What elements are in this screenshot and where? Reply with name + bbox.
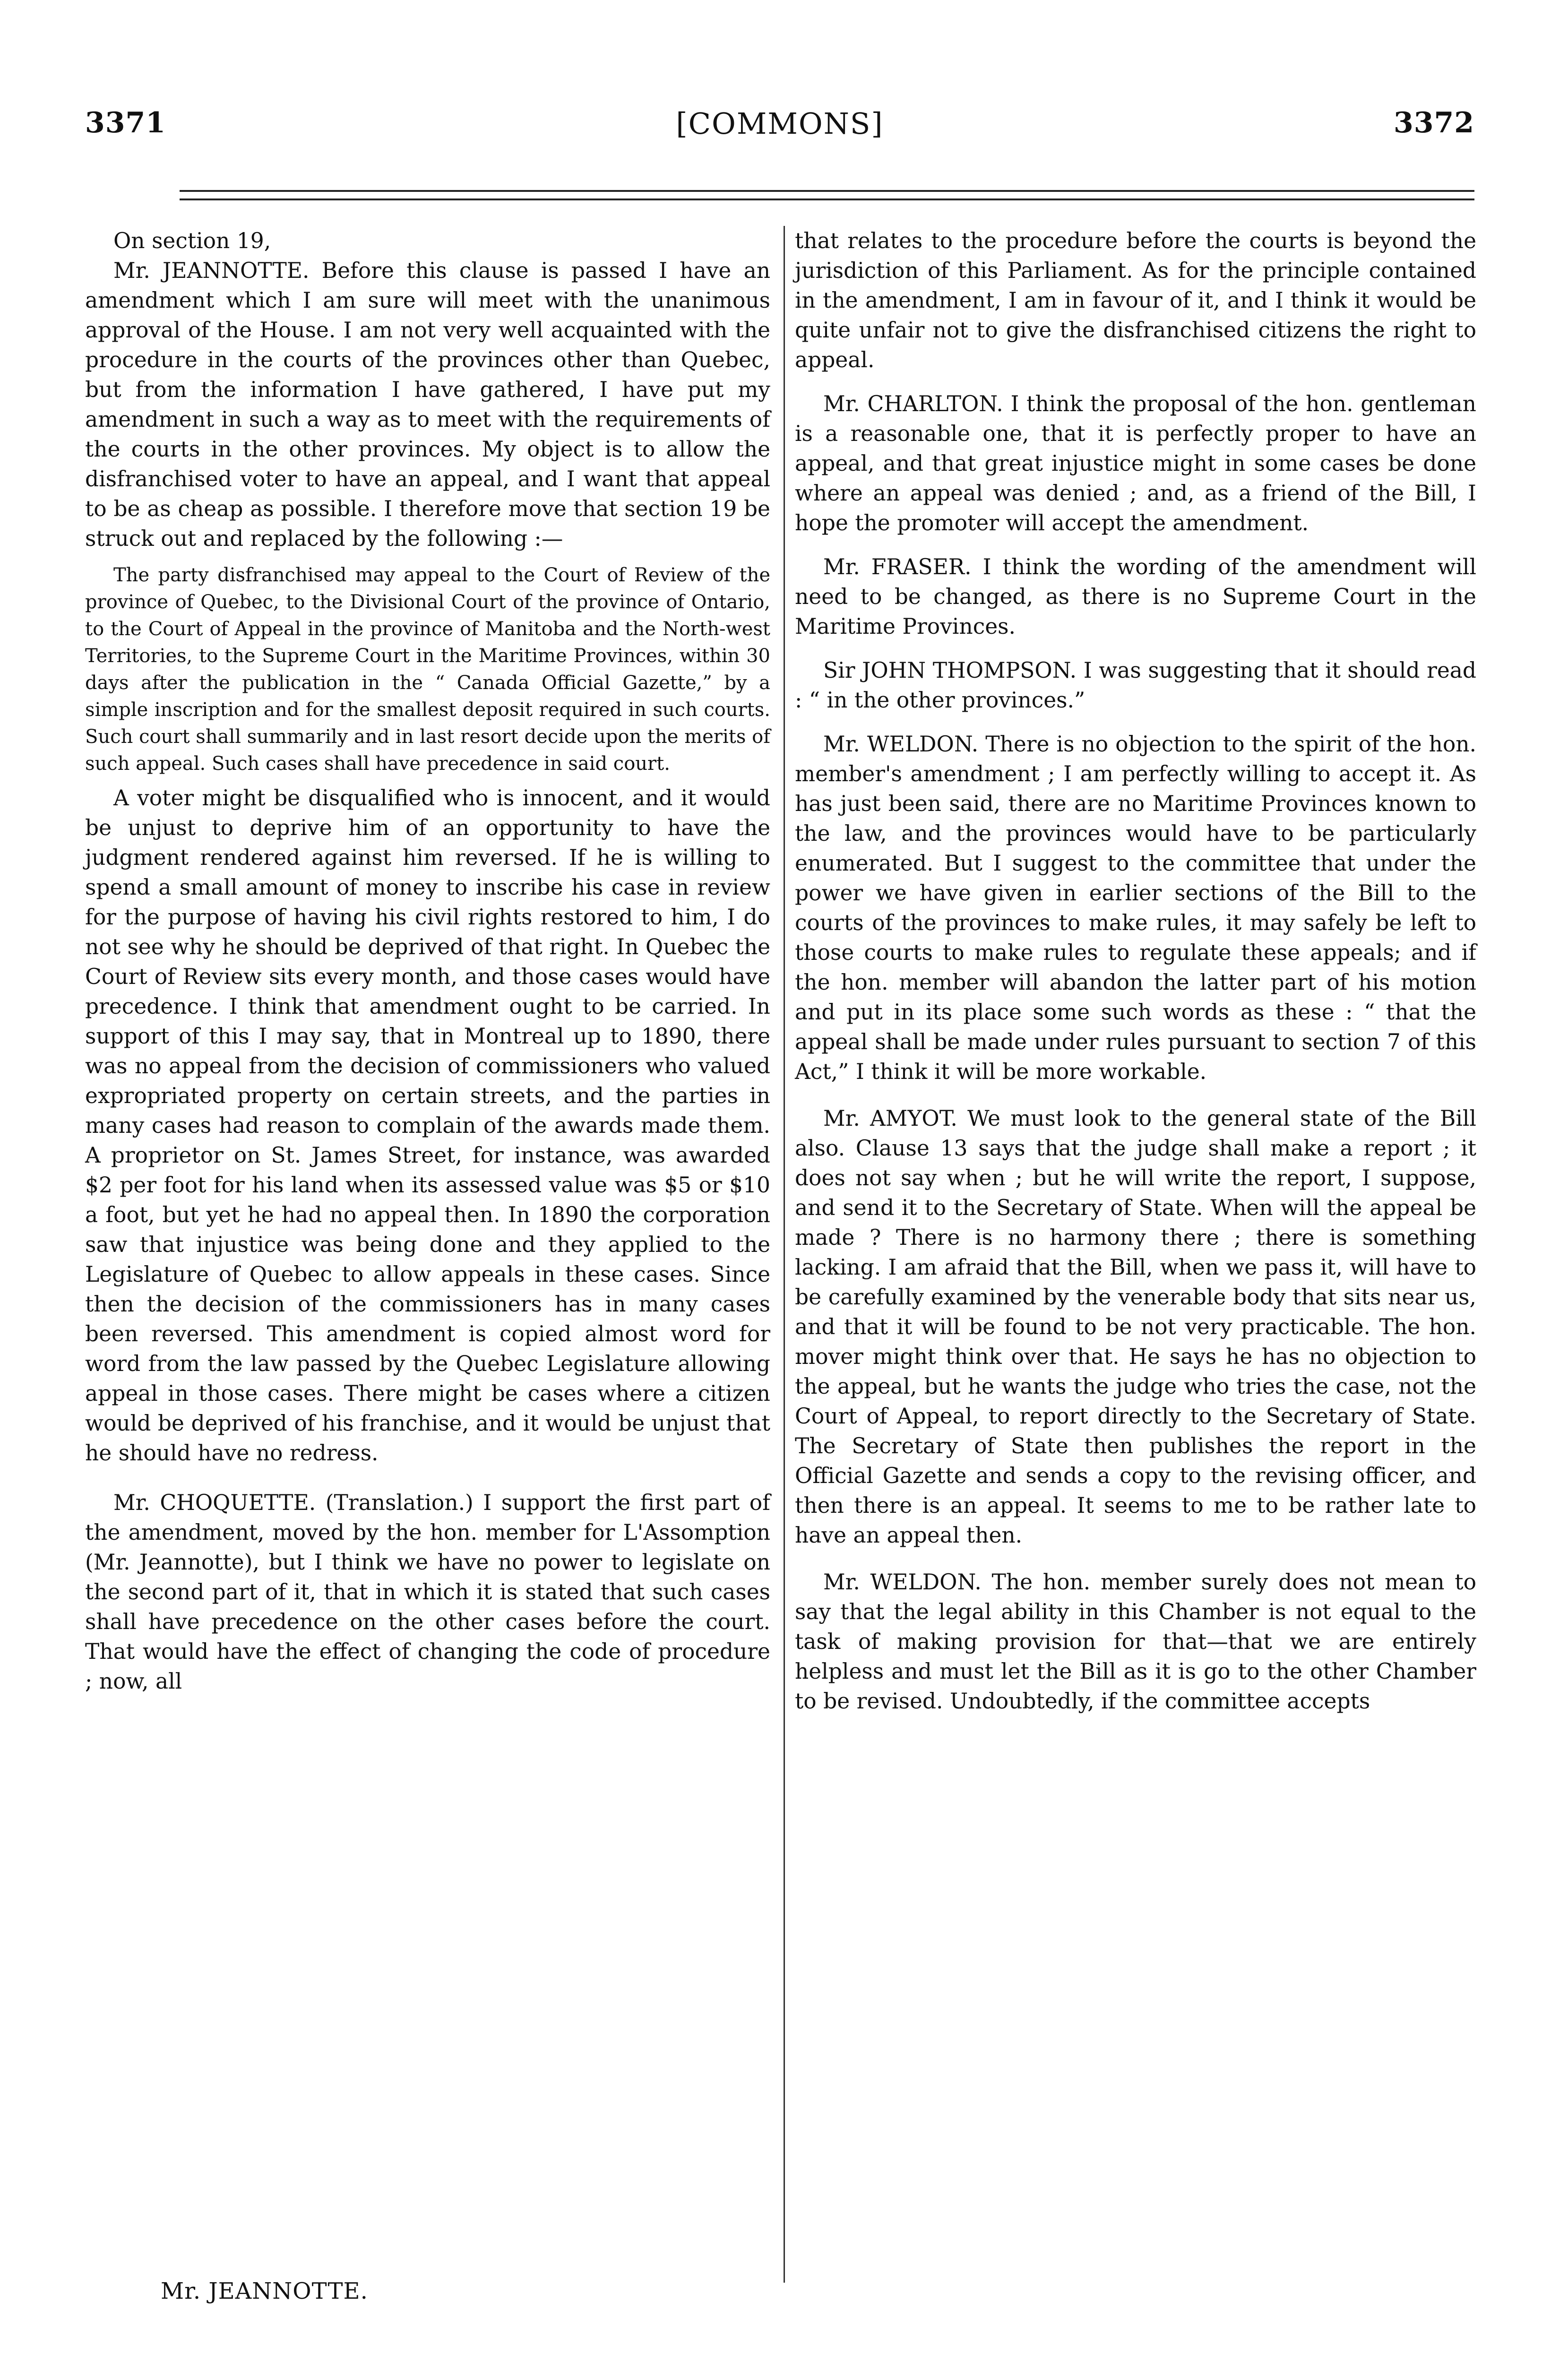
header-rule-bottom <box>180 198 1474 200</box>
speech-amyot: Mr. AMYOT. We must look to the general state of the Bill also. Clause 13 says that the judge shall make a report ; it does not say when ; but he will write the report, I suppose, and send it to the Secretary of State. When will the appeal be made ? There is no harmony there ; there is something lacking. I am afraid that the Bill, when we pass it, will have to be carefully examined by the venerable body that sits near us, and that it will be found to be not very practicable. The hon. mover might think over that. He says he has no objection to the appeal, but he wants the judge who tries the case, not the Court of Appeal, to report directly to the Secretary of State. The Secretary of State then publishes the report in the Official Gazette and sends a copy to the revising officer, and then there is an appeal. It seems to me to be rather late to have an appeal then. <box>795 1106 1476 1548</box>
speech-charlton: Mr. CHARLTON. I think the proposal of the hon. gentleman is a reasonable one, that it is perfectly proper to have an appeal, and that great injustice might in some cases be done where an appeal was denied ; and, as a friend of the Bill, I hope the promoter will accept the amendment. <box>795 391 1476 535</box>
header-rule-top <box>180 190 1474 192</box>
page-header <box>85 106 1474 163</box>
speech-jeannotte-continued: A voter might be disqualified who is innocent, and it would be unjust to deprive him of an opportunity to have the judgment rendered against him reversed. If he is willing to spend a small amount of money to inscribe his case in review for the purpose of having his civil rights restored to him, I do not see why he should be deprived of that right. In Quebec the Court of Review sits every month, and those cases would have precedence. I think that amendment ought to be carried. In support of this I may say, that in Montreal up to 1890, there was no appeal from the decision of commissioners who valued expropriated property on certain streets, and the parties in many cases had reason to complain of the awards made them. A proprietor on St. James Street, for instance, was awarded $2 per foot for his land when its assessed value was $5 or $10 a foot, but yet he had no appeal then. In 1890 the corporation saw that injustice was being done and they applied to the Legislature of Quebec to allow appeals in these cases. Since then the decision of the commissioners has in many cases been reversed. This amendment is copied almost word for word from the law passed by the Quebec Legislature allowing appeal in those cases. There might be cases where a citizen would be deprived of his franchise, and it would be unjust that he should have no redress. <box>85 785 770 1466</box>
left-column <box>85 226 770 1696</box>
speech-weldon-reply: Mr. WELDON. The hon. member surely does not mean to say that the legal ability in this Chamber is not equal to the task of making provision for that—that we are entirely helpless and must let the Bill as it is go to the other Chamber to be revised. Undoubtedly, if the committee accepts <box>795 1570 1476 1714</box>
speech-choquette-continued: that relates to the procedure before the courts is beyond the jurisdiction of this Parliament. As for the principle contained in the amendment, I am in favour of it, and I think it would be quite unfair not to give the disfranchised citizens the right to appeal. <box>795 228 1476 372</box>
running-title: [COMMONS] <box>676 106 884 141</box>
left-page-number: 3371 <box>85 106 166 139</box>
speech-fraser: Mr. FRASER. I think the wording of the amendment will need to be changed, as there is no Supreme Court in the Maritime Provinces. <box>795 554 1476 639</box>
speech-weldon: Mr. WELDON. There is no objection to the spirit of the hon. member's amendment ; I am perfectly willing to accept it. As has just been said, there are no Maritime Provinces known to the law, and the provinces would have to be particularly enumerated. But I suggest to the committee that under the power we have given in earlier sections of the Bill to the courts of the provinces to make rules, it may safely be left to those courts to make rules to regulate these appeals; and if the hon. member will abandon the latter part of his motion and put in its place some such words as these : “ that the appeal shall be made under rules pursuant to section 7 of this Act,” I think it will be more workable. <box>795 732 1476 1084</box>
right-page-number: 3372 <box>1394 106 1474 139</box>
amendment-quote: The party disfranchised may appeal to the Court of Review of the province of Quebec, to the Divisional Court of the province of Ontario, to the Court of Appeal in the province of Manitoba and the North-west Territories, to the Supreme Court in the Maritime Provinces, within 30 days after the publication in the “ Canada Official Gazette,” by a simple inscription and for the smallest deposit required in such courts. Such court shall summarily and in last resort decide upon the merits of such appeal. Such cases shall have precedence in said court. <box>85 564 770 775</box>
speech-choquette: Mr. CHOQUETTE. (Translation.) I support the first part of the amendment, moved by the hon. member for L'Assomption (Mr. Jeannotte), but I think we have no power to legislate on the second part of it, that in which it is stated that such cases shall have precedence on the other cases before the court. That would have the effect of changing the code of procedure ; now, all <box>85 1490 770 1694</box>
speech-thompson: Sir JOHN THOMPSON. I was suggesting that it should read : “ in the other provinces.” <box>795 658 1476 713</box>
speech-jeannotte: Mr. JEANNOTTE. Before this clause is passed I have an amendment which I am sure will meet with the unanimous approval of the House. I am not very well acquainted with the procedure in the courts of the provinces other than Quebec, but from the information I have gathered, I have put my amendment in such a way as to meet with the requirements of the courts in the other provinces. My object is to allow the disfranchised voter to have an appeal, and I want that appeal to be as cheap as possible. I therefore move that section 19 be struck out and replaced by the following :— <box>85 258 770 551</box>
right-column <box>795 226 1476 1716</box>
section-heading: On section 19, <box>113 228 271 253</box>
catchword: Mr. JEANNOTTE. <box>161 2278 368 2304</box>
column-divider <box>784 226 785 2283</box>
